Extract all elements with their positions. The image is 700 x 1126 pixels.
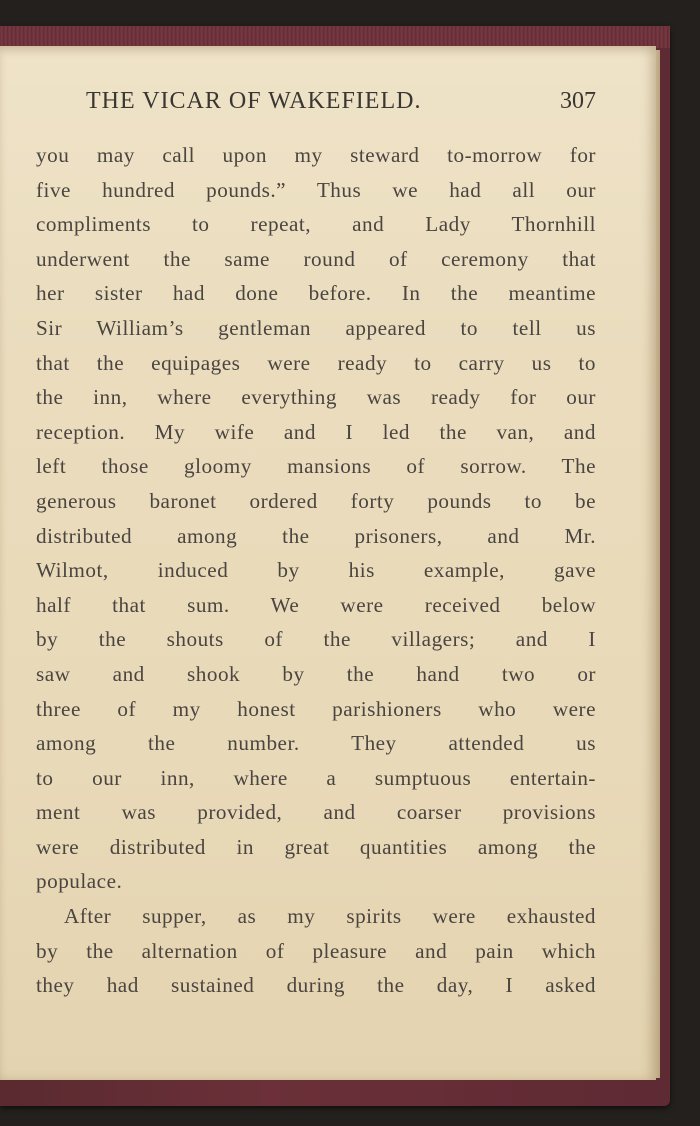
paragraph-first-line: After supper, as my spirits were exhausted xyxy=(64,904,596,929)
text-line: you may call upon my steward to-morrow for xyxy=(36,143,596,167)
text-line: Sir William’s gentleman appeared to tell us xyxy=(36,315,596,340)
text-line: they had sustained during the day, I asked xyxy=(36,973,596,998)
text-line: compliments to repeat, and Lady Thornhill xyxy=(36,212,596,237)
text-line: populace. xyxy=(36,869,123,894)
text-line: by the shouts of the villagers; and I xyxy=(36,627,596,652)
text-line: left those gloomy mansions of sorrow. The xyxy=(36,454,596,479)
text-line: by the alternation of pleasure and pain which xyxy=(36,938,596,963)
text-line: ment was provided, and coarser provisions xyxy=(36,800,596,825)
text-line: five hundred pounds.” Thus we had all our xyxy=(36,177,596,202)
book-cover-edge xyxy=(0,26,670,48)
text-line: were distributed in great quantities among the xyxy=(36,834,596,859)
text-line: among the number. They attended us xyxy=(36,731,596,756)
text-line: the inn, where everything was ready for our xyxy=(36,385,596,410)
page-header xyxy=(86,86,606,126)
text-line: to our inn, where a sumptuous entertain- xyxy=(36,765,596,790)
text-line: Wilmot, induced by his example, gave xyxy=(36,558,596,583)
running-title: THE VICAR OF WAKEFIELD. xyxy=(86,88,422,114)
text-line: half that sum. We were received below xyxy=(36,592,596,617)
text-line: that the equipages were ready to carry us to xyxy=(36,350,596,375)
text-line: her sister had done before. In the meantime xyxy=(36,281,596,306)
text-line: reception. My wife and I led the van, and xyxy=(36,419,596,444)
text-line: saw and shook by the hand two or xyxy=(36,661,596,686)
body-text xyxy=(36,138,596,1003)
page-number: 307 xyxy=(560,88,596,114)
text-line: three of my honest parishioners who were xyxy=(36,696,596,721)
text-line: distributed among the prisoners, and Mr. xyxy=(36,523,596,548)
text-line: underwent the same round of ceremony that xyxy=(36,246,596,271)
text-line: generous baronet ordered forty pounds to be xyxy=(36,488,596,513)
